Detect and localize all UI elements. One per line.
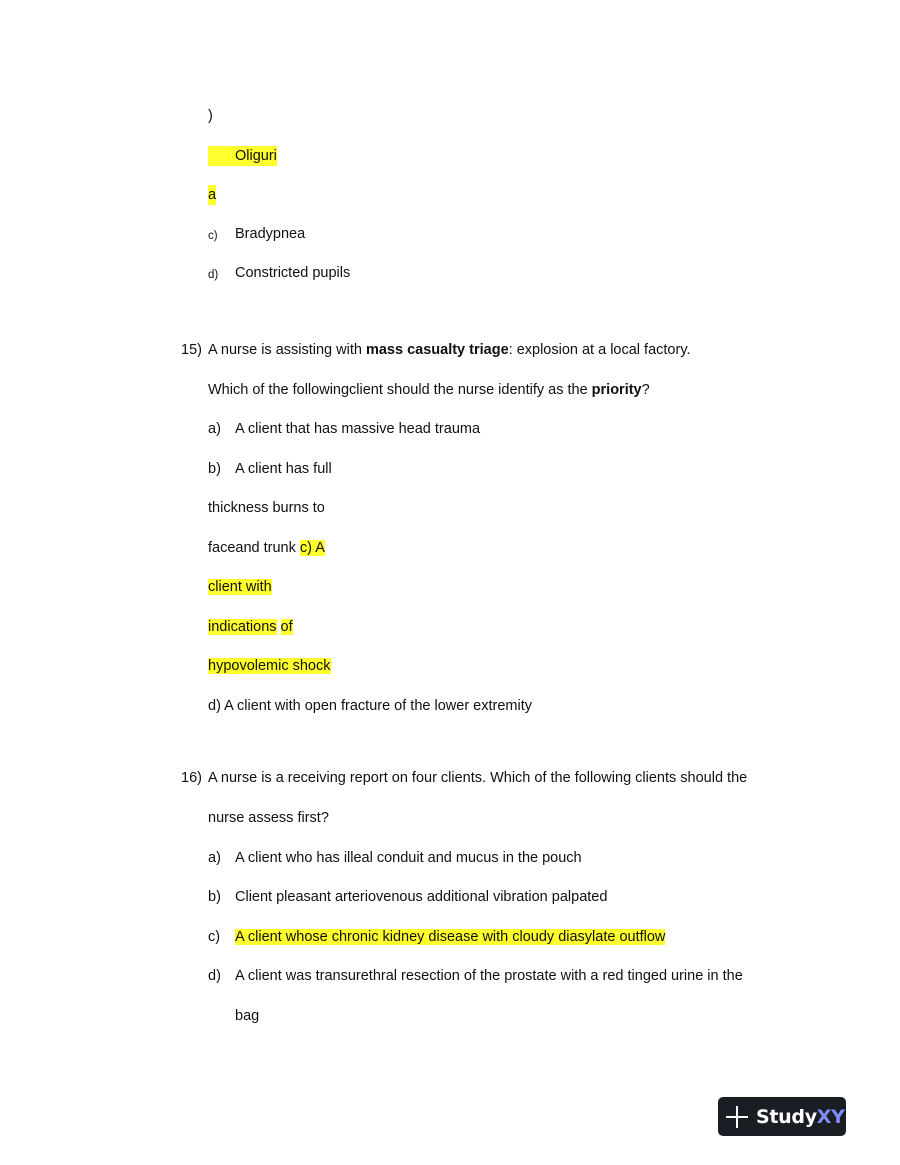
studyxy-logo[interactable] [718, 1097, 846, 1136]
q15-stem-line2: Which of the followingclient should the nurse identify as the priority? [208, 382, 650, 398]
q15-option-a-letter: a) [208, 421, 221, 437]
q16-stem-line2: nurse assess first? [208, 810, 329, 826]
q16-option-c-text: A client whose chronic kidney disease with cloudy diasylate outflow [235, 929, 666, 945]
q15-option-a-text: A client that has massive head trauma [235, 421, 481, 437]
q15-stem: A nurse is assisting with mass casualty triage: explosion at a local factory. [208, 342, 691, 358]
q15-option-c-line3: indications of [208, 619, 293, 635]
q16-option-b-text: Client pleasant arteriovenous additional vibration palpated [235, 889, 608, 905]
q16-option-d-text: A client was transurethral resection of the prostate with a red tinged urine in the [235, 968, 743, 984]
plus-icon [726, 1106, 748, 1128]
q15-option-b-line3: faceand trunk c) A [208, 540, 325, 556]
q14-option-d-letter: d) [208, 269, 219, 281]
q14-option-d-text: Constricted pupils [235, 265, 351, 281]
q15-option-b-letter: b) [208, 461, 221, 477]
q16-number: 16) [181, 770, 202, 786]
logo-text: StudyXY [756, 1105, 845, 1128]
q14-option-b-text: Oliguri [235, 148, 277, 164]
q15-option-b-line2: thickness burns to [208, 500, 325, 516]
q15-number: 15) [181, 342, 202, 358]
q15-stem-bold: mass casualty triage [365, 342, 509, 358]
q16-option-a-text: A client who has illeal conduit and mucus in the pouch [235, 850, 582, 866]
q16-stem: A nurse is a receiving report on four clients. Which of the following clients should the [208, 770, 748, 786]
q15-option-b-text: A client has full [235, 461, 332, 477]
q15-priority-bold: priority [591, 382, 642, 398]
q14-option-c-text: Bradypnea [235, 226, 306, 242]
q16-option-d-line2: bag [235, 1008, 260, 1024]
q15-option-c-line4: hypovolemic shock [208, 658, 331, 674]
q15-option-d-text: d) A client with open fracture of the lower extremity [208, 698, 532, 714]
q14-option-b-wrap: a [208, 187, 217, 203]
q16-option-a-letter: a) [208, 850, 221, 866]
q15-option-c-line2: client with [208, 579, 272, 595]
q16-option-c-letter: c) [208, 929, 221, 945]
q15-option-c-start: c) A [299, 540, 325, 556]
q14-option-c-letter: c) [208, 230, 218, 242]
q14-paren: ) [208, 108, 213, 124]
q16-option-d-letter: d) [208, 968, 221, 984]
q16-option-b-letter: b) [208, 889, 221, 905]
q14-option-b-highlight [208, 146, 277, 166]
